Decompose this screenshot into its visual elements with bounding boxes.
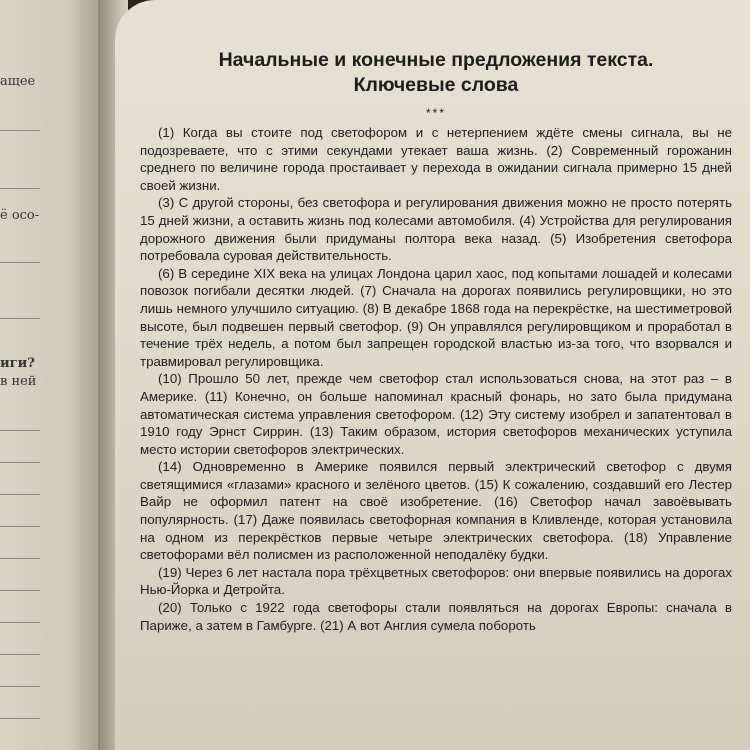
answer-line: [0, 494, 40, 495]
section-separator: ***: [425, 106, 446, 120]
answer-line: [0, 262, 40, 263]
page-content: [140, 48, 732, 634]
text-paragraph: (14) Одновременно в Америке появился первый электрический светофор с двумя светящимися «глазами» красного и зелёного цветов. (15) К сожалению, создавший его Лестер Вайр не оформил патент на своё изобретение. (16) Светофор начал завоёвывать популярность. (17) Даже появилась светофорная компания в Кливленде, которая установила на одном из перекрёстков первые четыре электрических светофора. (18) Управление светофорами вёл полисмен из расположенной неподалёку будки.: [140, 459, 732, 563]
left-page: [0, 0, 98, 750]
answer-line: [0, 318, 40, 319]
page-title: [140, 48, 732, 98]
page-title-line-2: Ключевые слова: [353, 74, 519, 96]
answer-line: [0, 526, 40, 527]
answer-line: [0, 590, 40, 591]
answer-line: [0, 462, 40, 463]
text-paragraph: (1) Когда вы стоите под светофором и с нетерпением ждёте смены сигнала, вы не подозреваете, что с этими секундами утекает ваша жизнь. (2) Современный горожанин среднего по величине города простаивает у перехода в ожидании сигнала примерно 15 дней своей жизни.: [140, 125, 732, 193]
answer-line: [0, 622, 40, 623]
answer-line: [0, 718, 40, 719]
answer-line: [0, 188, 40, 189]
page-title-line-1: Начальные и конечные предложения текста.: [218, 49, 654, 71]
answer-line: [0, 130, 40, 131]
text-paragraph: (6) В середине XIX века на улицах Лондона царил хаос, под копытами лошадей и колесами повозок погибали десятки людей. (7) Сначала на дорогах появились регулировщики, но это лишь немного улучшило ситуацию. (8) В декабре 1868 года на перекрёстке, на шестиметровой высоте, был подвешен первый светофор. (9) Он управлялся регулировщиком и проработал в течение трёх недель, а потом был запрещен городской властью из-за того, что взорвался и травмировал регулировщика.: [140, 265, 732, 369]
left-page-fragment: ё осо-: [0, 208, 40, 223]
answer-line: [0, 686, 40, 687]
answer-line: [0, 654, 40, 655]
left-page-fragment: ащее: [0, 74, 36, 89]
left-page-fragment: в ней: [0, 374, 37, 389]
answer-line: [0, 558, 40, 559]
answer-line: [0, 430, 40, 431]
text-paragraph: (19) Через 6 лет настала пора трёхцветных светофоров: они впервые появились на дорогах Нью-Йорка и Детройта.: [140, 564, 732, 598]
text-paragraph: (20) Только с 1922 года светофоры стали появляться на дорогах Европы: сначала в Париже, а затем в Гамбурге. (21) А вот Англия сумела побороть: [140, 600, 732, 633]
left-page-fragment: иги?: [0, 356, 35, 371]
text-paragraph: (10) Прошло 50 лет, прежде чем светофор стал использоваться снова, на этот раз – в Америке. (11) Конечно, он больше напоминал красный фонарь, но зато была придумана автоматическая система управления светофором. (12) Эту систему изобрел и запатентовал в 1910 году Эрнст Сиррин. (13) Таким образом, история светофоров механических уступила место истории светофоров электрических.: [140, 371, 732, 457]
text-paragraph: (3) С другой стороны, без светофора и регулирования движения можно не просто потерять 15 дней жизни, а оставить жизнь под колесами автомобиля. (4) Устройства для регулирования дорожного движения были придуманы полтора века назад. (5) Изобретения светофора потребовала суровая действительность.: [140, 195, 732, 264]
